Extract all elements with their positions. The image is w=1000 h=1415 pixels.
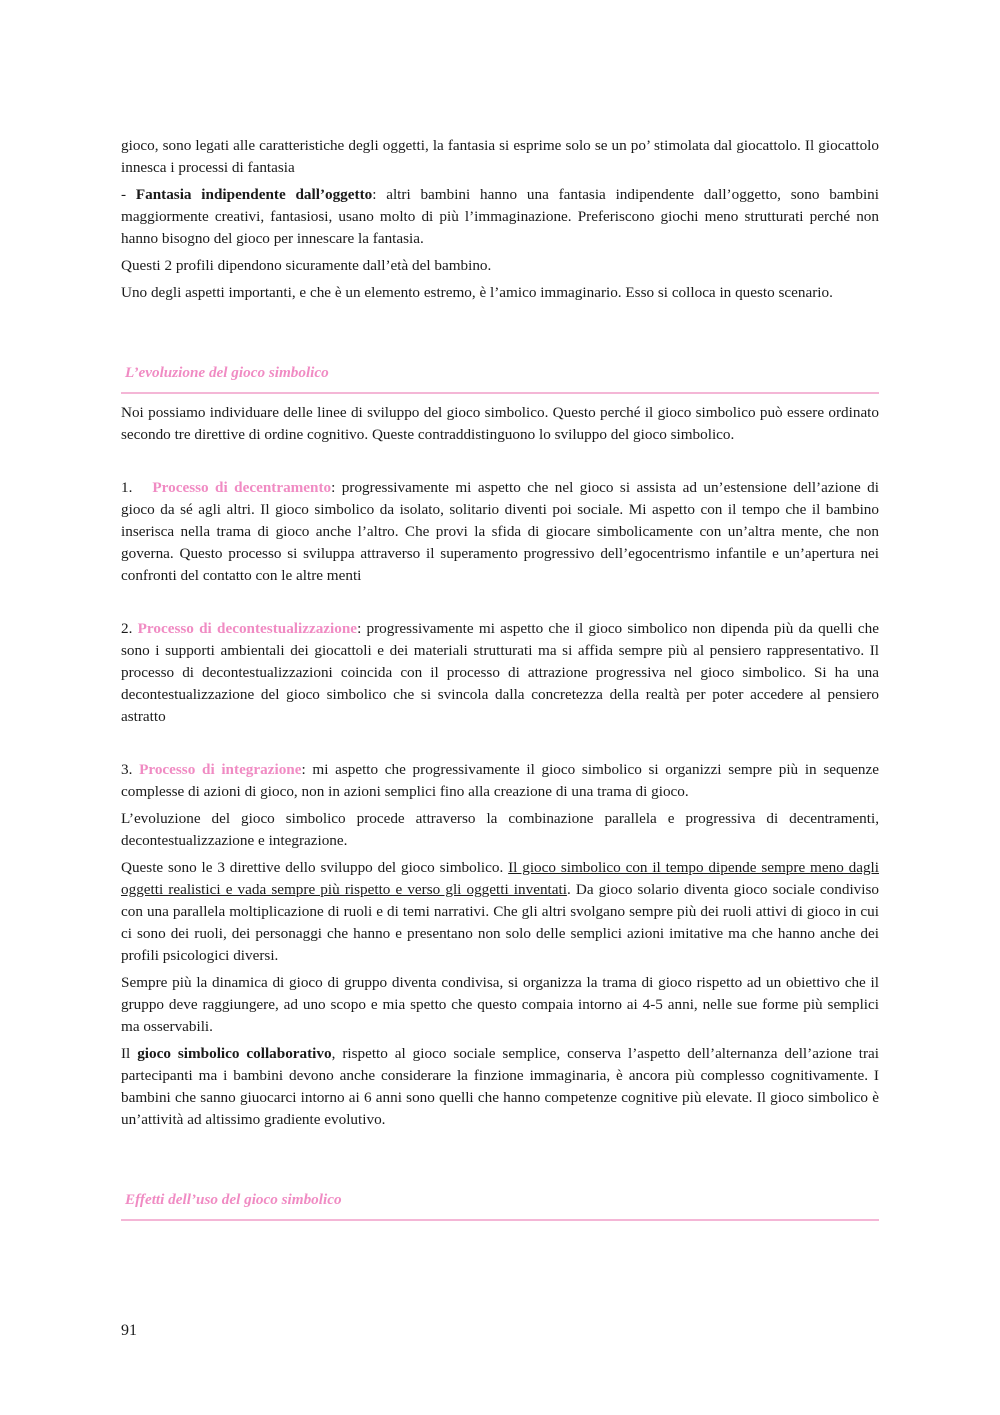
- paragraph-fantasia-indipendente: - Fantasia indipendente dall’oggetto: altri bambini hanno una fantasia indipendente dall’oggetto, sono bambini maggiormente creativi, fantasiosi, usano molto di più l’immaginazione. Preferiscono giochi meno strutturati perché non hanno bisogno del gioco per innescare la fantasia.: [121, 186, 879, 247]
- document-page: [121, 135, 879, 1221]
- term-decontestualizzazione: Processo di decontestualizzazione: [137, 620, 358, 637]
- page-number: 91: [121, 1322, 137, 1339]
- section-heading-evoluzione: [121, 362, 879, 394]
- section-title: L’evoluzione del gioco simbolico: [125, 364, 329, 381]
- paragraph-combinazione: L’evoluzione del gioco simbolico procede attraverso la combinazione parallela e progressiva di decentramenti, decontestualizzazione e integrazione.: [121, 810, 879, 849]
- section-divider: [121, 1219, 879, 1221]
- section-heading-effetti: [121, 1189, 879, 1221]
- list-item-decontestualizzazione: 2. Processo di decontestualizzazione: progressivamente mi aspetto che il gioco simbolico non dipenda più da quelli che sono i supporti ambientali dei giocattoli e dei materiali strutturati ma si affida sempre più al pensiero rappresentativo. Il processo di decontestualizzazioni coincida con il processo di attrazione progressiva nel gioco simbolico. Si ha una decontestualizzazione del gioco simbolico che si svincola dalla concretezza della realtà per poter accedere al pensiero astratto: [121, 620, 880, 725]
- bold-term: gioco simbolico collaborativo: [137, 1045, 332, 1062]
- term-decentramento: Processo di decentramento: [152, 479, 332, 496]
- paragraph-amico-immaginario: Uno degli aspetti importanti, e che è un elemento estremo, è l’amico immaginario. Esso si colloca in questo scenario.: [121, 284, 833, 301]
- paragraph-intro: gioco, sono legati alle caratteristiche degli oggetti, la fantasia si esprime solo se un po’ stimolata dal giocattolo. Il giocattolo innesca i processi di fantasia: [121, 137, 879, 176]
- paragraph-dinamica-gruppo: Sempre più la dinamica di gioco di gruppo diventa condivisa, si organizza la trama di gioco rispetto ad un obiettivo che il gruppo deve raggiungere, ad uno scopo e mia spetto che questo compaia intorno ai 4-5 anni, nelle sue forme più semplici ma osservabili.: [121, 974, 879, 1035]
- list-item-decentramento: 1. Processo di decentramento: progressivamente mi aspetto che nel gioco si assista ad un’estensione dell’azione di gioco da sé agli altri. Il gioco simbolico da isolato, solitario diventi poi sociale. Mi aspetto con il tempo che il bambino inserisca nella trama di gioco anche l’altro. Che provi la sfida di giocare simbolicamente con un’altra mente, che non governa. Questo processo si sviluppa attraverso il superamento progressivo dell’egocentrismo infantile e un’apertura nei confronti del contatto con le altre menti: [121, 479, 879, 584]
- paragraph-direttive: Queste sono le 3 direttive dello sviluppo del gioco simbolico. Il gioco simbolico con il tempo dipende sempre meno dagli oggetti realistici e vada sempre più rispetto e verso gli oggetti inventati. Da gioco solario diventa gioco sociale condiviso con una parallela moltiplicazione di ruoli e di temi narrativi. Che gli altri svolgano sempre più dei ruoli attivi di gioco in cui ci sono dei ruoli, dei personaggi che hanno e presentano non solo delle semplici azioni imitative ma che hanno anche dei profili psicologici diversi.: [121, 859, 879, 964]
- paragraph-linee-sviluppo: Noi possiamo individuare delle linee di sviluppo del gioco simbolico. Questo perché il gioco simbolico può essere ordinato secondo tre direttive di ordine cognitivo. Queste contraddistinguono lo sviluppo del gioco simbolico.: [121, 404, 879, 443]
- bold-term: Fantasia indipendente dall’oggetto: [135, 186, 373, 203]
- section-divider: [121, 392, 879, 394]
- list-item-integrazione: 3. Processo di integrazione: mi aspetto che progressivamente il gioco simbolico si organizzi sempre più in sequenze complesse di azioni di gioco, non in azioni semplici fino alla creazione di una trama di gioco.: [121, 761, 879, 800]
- term-integrazione: Processo di integrazione: [139, 761, 302, 778]
- paragraph-profili: Questi 2 profili dipendono sicuramente dall’età del bambino.: [121, 257, 492, 274]
- underlined-sentence: Il gioco simbolico con il tempo dipende sempre meno dagli oggetti realistici e vada sempre più rispetto e verso gli oggetti inventati: [121, 859, 879, 898]
- section-title: Effetti dell’uso del gioco simbolico: [125, 1191, 342, 1208]
- paragraph-collaborativo: Il gioco simbolico collaborativo, rispetto al gioco sociale semplice, conserva l’aspetto dell’alternanza dell’azione trai partecipanti ma i bambini devono anche considerare la finzione immaginaria, è ancora più complesso cognitivamente. I bambini che sanno giuocarci intorno ai 6 anni sono quelli che hanno competenze cognitive più elevate. Il gioco simbolico è un’attività ad altissimo gradiente evolutivo.: [121, 1045, 879, 1128]
